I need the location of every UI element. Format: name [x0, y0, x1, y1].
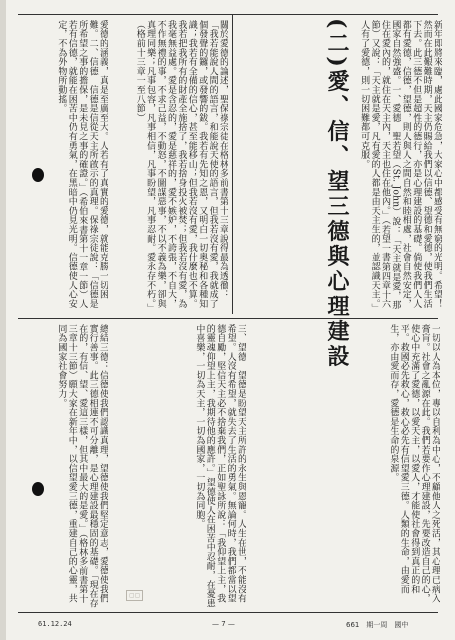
footer-issue: 661 期一周 國中	[346, 621, 409, 629]
library-stamp	[126, 590, 143, 601]
text-block-top-right: 新年即將來臨，處此國家危急，大家心中都感受有無窮的光明。希望！然而在此艱難時期，天主仍賜給我們以信德、望德和愛德，使我們生活下去。此三德不但是超性的德行，亦是心理建設的基礎。倘使我們人人都有愛德，信德，望德，則人與人之間自然和睦相處，社會自然安定，國家自然強盛。一、愛德 聖若望（St. John）說：「天主就是愛，那住在愛內的，就住在天主內，天主也住在他內。」（若望一書第四章十六節）又說：「天主就是愛，凡有愛的人都是由天主生的，並認識天主。」人有了愛德，則一切困難都可克服。	[359, 20, 442, 310]
column-divider	[232, 14, 233, 314]
text-block-bottom-right: 一切以人為本位，專以自利為中心，不顧他人之死活，其心理已病入膏肓。社會之亂源在此。我們若要作心理建設，先要改造自己的心，使心中充滿了愛德，以愛天主，以愛人，才能使社會得到真正的和平。救國必先救心，救心必先有信望愛三德。人類的生命，由愛而生，亦由愛而存，愛德是生命的泉源。	[388, 324, 440, 603]
footer-date: 61.12.24	[38, 620, 72, 628]
article-title: (二)愛、信、望三德與心理建設	[324, 18, 350, 370]
punch-hole-upper	[32, 168, 44, 182]
bottom-rule	[18, 612, 438, 613]
stamp-mark: ▢▢	[129, 592, 141, 599]
punch-hole-lower	[32, 482, 44, 496]
top-rule	[18, 14, 438, 15]
middle-rule	[18, 318, 438, 319]
scan-edge	[0, 0, 6, 640]
text-block-top-left: 愛德的涵義，真是至廣至大。人若有了真實的愛德，就能克勝一切困難。二、信德 信德是信從天主所啟示的真理。保祿宗徒說：「信德是所希望之事的擔保，是未見之事的確證。」（希伯來書第十一章一節）人若有信德，就能在困苦中仍有勇氣，在黑暗中仍見光明。信德使人心安定，不為外物所動搖。	[56, 20, 108, 309]
text-block-bottom-left: 總結三德：信德使我們認識真理，望德使我們堅定意志，愛德使我們實行善事。此三德相連不可分離，是心理建設最穩固的基礎。「現在存在的，有信、望、愛這三樣，但其中最大的是愛。」（格林多前書第十三章十三節）願大家在新年中，以信望愛三德，重建自己的心靈，共同為國家社會努力。	[56, 324, 108, 608]
text-block-top-middle: 關於愛德的論述，聖保祿宗徒在格林多前書第十三章說得最為透徹：「我若能說人間的語言，和能說天使的語言，但我若沒有愛，我就成了個發聲的鑼，或發響的鈸。我若有先知之恩，又明白一切奧秘和各種知識；我若有全備的信心，甚至能移山；但我若沒有愛，我什麼也不算。我若把我所有的財產全施捨了，我若捨身投火被焚；但我若沒有愛，為我毫無益處。愛是含忍的，愛是慈祥的，愛不嫉妒，不誇張，不自大，不作無禮的事，不求己益，不動怒，不圖謀惡事，不以不義為樂，卻與真理同樂；凡事包容，凡事相信，凡事盼望，凡事忍耐。愛永存不朽。」（格前十三章一至八節）	[134, 20, 228, 309]
text-block-bottom-middle: 三、望德 望德是盼望天主所許的永生與恩寵。人生在世，不能沒有希望。人沒有希望，就失去了生活的勇氣。無論何時，我們都當以望德自勵，堅信天主必不捨棄我們，正如聖詠所說：「我仰望上主，我的靈魂仰望上主，我期待他的應許。」望德使人在困苦中忍耐，在憂患中喜樂，一切為天主，一切為國家，一切為同胞。	[194, 324, 246, 608]
footer-page-number: — 7 —	[212, 620, 235, 628]
